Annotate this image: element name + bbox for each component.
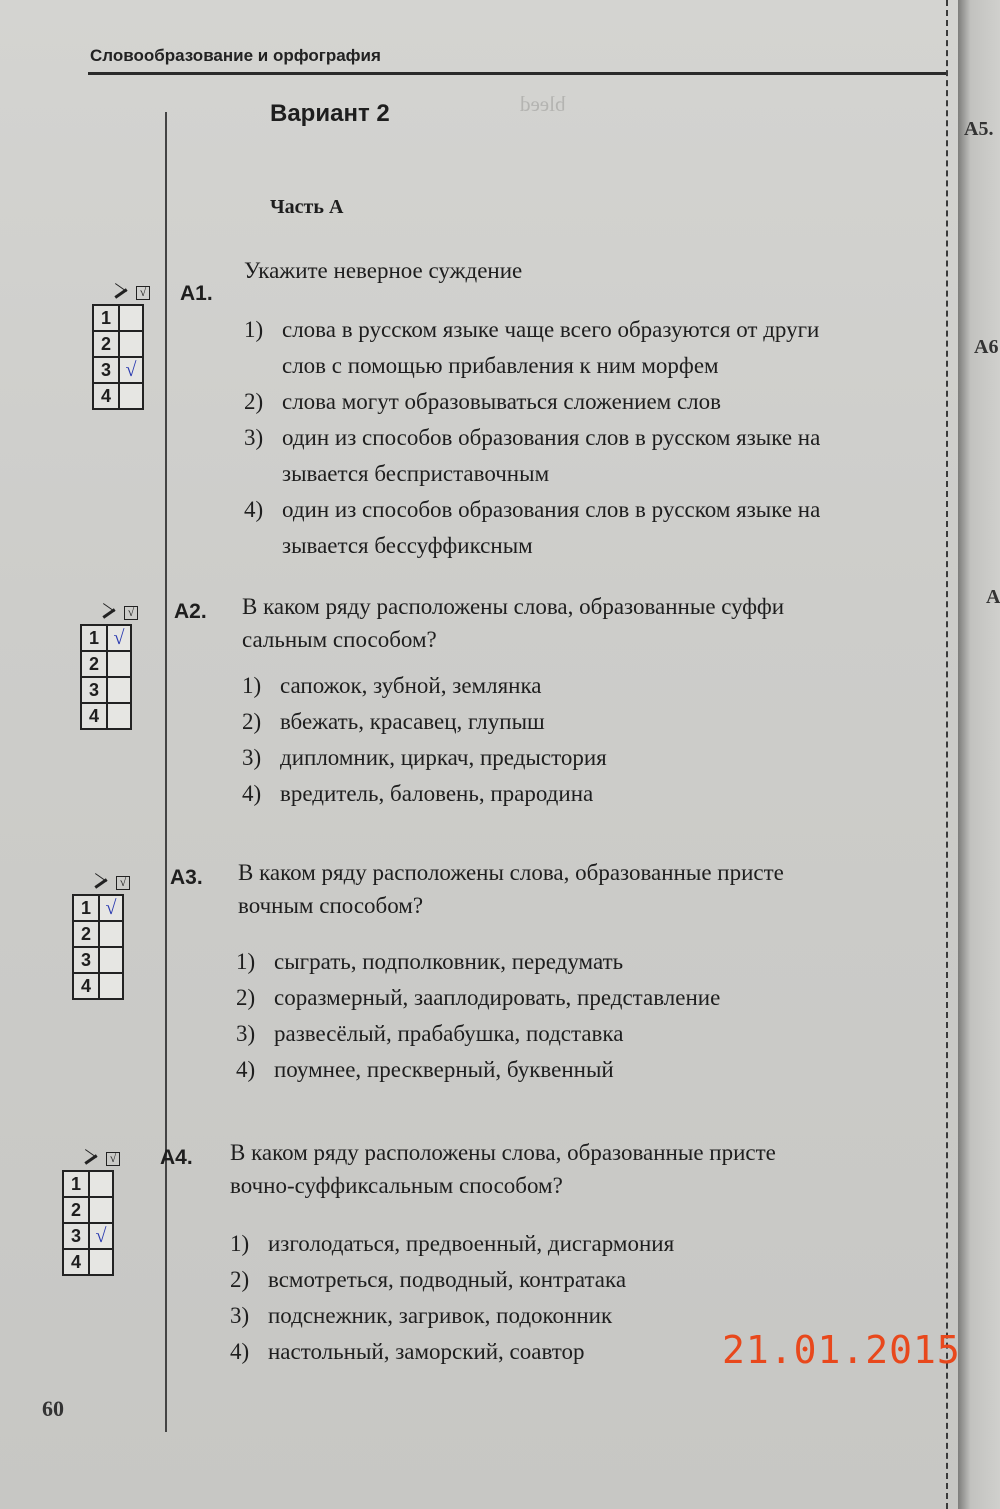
answer-box: [92, 286, 150, 408]
question-text: [244, 254, 522, 287]
option-number: 1): [236, 949, 256, 974]
option-text: развесёлый, прабабушка, подставка: [274, 1021, 624, 1046]
facing-page-label: А6: [974, 336, 999, 358]
option-text: настольный, заморский, соавтор: [268, 1339, 585, 1364]
answer-box-header: [82, 1152, 120, 1170]
option-text: слов с помощью прибавления к ним морфем: [282, 353, 719, 378]
option: [244, 492, 820, 564]
option: [244, 420, 820, 492]
option-text: изголодаться, предвоенный, дисгармония: [268, 1231, 675, 1256]
answer-number: 1: [92, 304, 120, 332]
answer-box-header: [92, 876, 130, 894]
question-number: А4.: [160, 1146, 193, 1169]
question-text-line: вочным способом?: [238, 893, 424, 918]
question-text: [238, 856, 784, 922]
option: [242, 668, 607, 704]
facing-page-edge: [958, 0, 1000, 1509]
answer-row: [72, 894, 130, 920]
answer-number: 4: [72, 972, 100, 1000]
facing-page-label: А: [986, 586, 1000, 608]
option-text: один из способов образования слов в русском языке на: [282, 425, 821, 450]
checkbox-icon: √: [124, 606, 138, 620]
option: [236, 1016, 720, 1052]
answer-cell-marked[interactable]: √: [108, 624, 132, 652]
answer-row: [72, 920, 130, 946]
answer-row: [80, 624, 138, 650]
date-stamp: 21.01.2015: [722, 1328, 961, 1372]
option: [242, 704, 607, 740]
answer-number: 1: [80, 624, 108, 652]
checkbox-icon: √: [136, 286, 150, 300]
option: [230, 1226, 674, 1262]
answer-cell[interactable]: [100, 946, 124, 974]
option-number: 4): [230, 1339, 250, 1364]
option-number: 2): [242, 709, 262, 734]
question-text-line: В каком ряду расположены слова, образованные присте: [230, 1140, 776, 1165]
answer-row: [72, 972, 130, 998]
option: [230, 1262, 674, 1298]
answer-row: [92, 330, 150, 356]
option: [242, 740, 607, 776]
answer-number: 2: [62, 1196, 90, 1224]
option-number: 3): [244, 425, 264, 450]
answer-cell[interactable]: [100, 972, 124, 1000]
bleed-through-text: bleed: [520, 92, 566, 116]
option-text: зывается бесприставочным: [282, 461, 550, 486]
answer-row: [72, 946, 130, 972]
question-text-line: сальным способом?: [242, 627, 437, 652]
option-text: всмотреться, подводный, контратака: [268, 1267, 627, 1292]
answer-row: [80, 702, 138, 728]
option: [244, 312, 820, 384]
answer-cell-marked[interactable]: √: [120, 356, 144, 384]
answer-cell[interactable]: [90, 1196, 114, 1224]
option-number: 3): [236, 1021, 256, 1046]
margin-rule: [165, 112, 167, 1432]
answer-number: 3: [62, 1222, 90, 1250]
option-number: 4): [242, 781, 262, 806]
pencil-icon: [92, 876, 110, 890]
answer-number: 4: [92, 382, 120, 410]
answer-cell[interactable]: [100, 920, 124, 948]
option-text: дипломник, циркач, предыстория: [280, 745, 607, 770]
option-text: подснежник, загривок, подоконник: [268, 1303, 613, 1328]
question-number: А1.: [180, 282, 213, 305]
pencil-icon: [82, 1152, 100, 1166]
option-number: 4): [236, 1057, 256, 1082]
answer-row: [62, 1248, 120, 1274]
answer-row: [92, 304, 150, 330]
answer-box-header: [100, 606, 138, 624]
answer-cell[interactable]: [120, 304, 144, 332]
facing-page-label: А5.: [964, 118, 994, 140]
pencil-icon: [100, 606, 118, 620]
option-text: слова в русском языке чаще всего образуются от други: [282, 317, 820, 342]
answer-row: [62, 1170, 120, 1196]
option-number: 4): [244, 497, 264, 522]
answer-cell[interactable]: [90, 1248, 114, 1276]
option-number: 2): [230, 1267, 250, 1292]
answer-cell[interactable]: [108, 676, 132, 704]
option-text: слова могут образовываться сложением слов: [282, 389, 721, 414]
answer-number: 1: [62, 1170, 90, 1198]
answer-number: 2: [80, 650, 108, 678]
header-title: Словообразование и орфография: [90, 46, 381, 65]
part-title: Часть А: [270, 196, 344, 218]
option-text: вредитель, баловень, прародина: [280, 781, 594, 806]
option: [244, 384, 820, 420]
answer-row: [80, 650, 138, 676]
option-text: соразмерный, зааплодировать, представление: [274, 985, 721, 1010]
option-number: 1): [230, 1231, 250, 1256]
option-number: 1): [244, 317, 264, 342]
option: [236, 944, 720, 980]
answer-row: [62, 1222, 120, 1248]
option-number: 3): [230, 1303, 250, 1328]
option: [230, 1298, 674, 1334]
question-text-line: вочно-суффиксальным способом?: [230, 1173, 563, 1198]
answer-row: [92, 356, 150, 382]
answer-number: 2: [92, 330, 120, 358]
option: [236, 980, 720, 1016]
option-text: вбежать, красавец, глупыш: [280, 709, 545, 734]
option-number: 3): [242, 745, 262, 770]
options-list: [242, 668, 607, 812]
option: [242, 776, 607, 812]
answer-number: 1: [72, 894, 100, 922]
question-number: А3.: [170, 866, 203, 889]
page-header: [88, 38, 948, 75]
answer-number: 4: [80, 702, 108, 730]
checkbox-icon: √: [116, 876, 130, 890]
cut-line: [946, 0, 948, 1509]
question-text-line: Укажите неверное суждение: [244, 258, 523, 283]
answer-cell[interactable]: [120, 330, 144, 358]
option-text: зывается бессуффиксным: [282, 533, 533, 558]
answer-cell-marked[interactable]: √: [100, 894, 124, 922]
checkbox-icon: √: [106, 1152, 120, 1166]
answer-row: [80, 676, 138, 702]
answer-box: [80, 606, 138, 728]
answer-row: [92, 382, 150, 408]
option-number: 2): [244, 389, 264, 414]
answer-number: 4: [62, 1248, 90, 1276]
options-list: [244, 312, 820, 564]
pencil-icon: [112, 286, 130, 300]
answer-number: 3: [80, 676, 108, 704]
page-number: 60: [42, 1396, 64, 1421]
answer-box: [72, 876, 130, 998]
answer-cell[interactable]: [120, 382, 144, 410]
option-text: один из способов образования слов в русском языке на: [282, 497, 821, 522]
answer-cell-marked[interactable]: √: [90, 1222, 114, 1250]
answer-box: [62, 1152, 120, 1274]
option-text: сапожок, зубной, землянка: [280, 673, 542, 698]
question-text: [242, 590, 784, 656]
answer-row: [62, 1196, 120, 1222]
answer-cell[interactable]: [108, 650, 132, 678]
answer-cell[interactable]: [108, 702, 132, 730]
answer-box-header: [112, 286, 150, 304]
answer-cell[interactable]: [90, 1170, 114, 1198]
option: [230, 1334, 674, 1370]
option-text: поумнее, прескверный, буквенный: [274, 1057, 614, 1082]
option-text: сыграть, подполковник, передумать: [274, 949, 624, 974]
answer-number: 2: [72, 920, 100, 948]
question-text-line: В каком ряду расположены слова, образованные суффи: [242, 594, 785, 619]
options-list: [230, 1226, 674, 1370]
question-number: А2.: [174, 600, 207, 623]
question-text-line: В каком ряду расположены слова, образованные присте: [238, 860, 784, 885]
answer-number: 3: [72, 946, 100, 974]
question-text: [230, 1136, 776, 1202]
option-number: 1): [242, 673, 262, 698]
option: [236, 1052, 720, 1088]
options-list: [236, 944, 720, 1088]
answer-number: 3: [92, 356, 120, 384]
option-number: 2): [236, 985, 256, 1010]
variant-title: Вариант 2: [270, 100, 390, 127]
